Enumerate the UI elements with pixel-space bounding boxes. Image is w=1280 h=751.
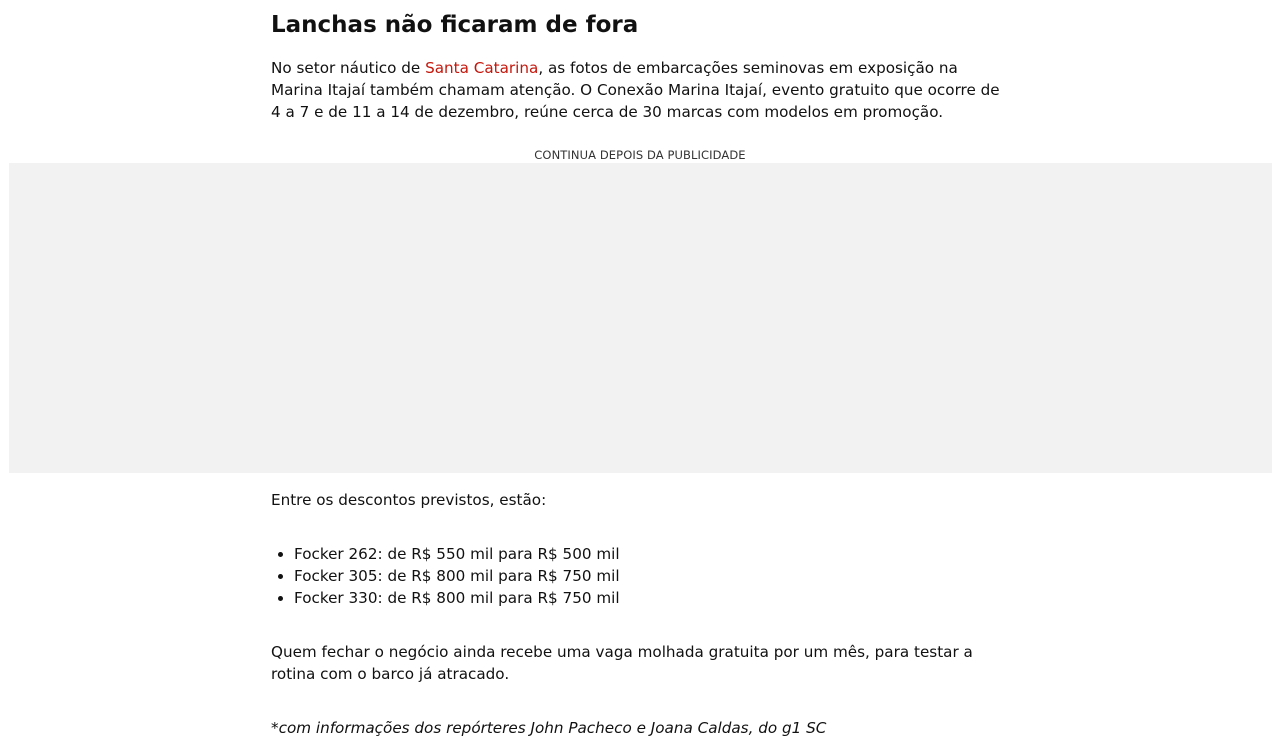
discounts-intro: Entre os descontos previstos, estão: bbox=[271, 491, 547, 509]
intro-text-before: No setor náutico de bbox=[271, 59, 426, 77]
list-item: • Focker 330: de R$ 800 mil para R$ 750 mil bbox=[294, 587, 1034, 609]
santa-catarina-link[interactable]: Santa Catarina bbox=[425, 59, 539, 77]
ad-slot bbox=[9, 163, 1272, 473]
list-item: • Focker 262: de R$ 550 mil para R$ 500 mil bbox=[294, 543, 1034, 565]
discount-list bbox=[271, 543, 1034, 609]
closing-paragraph: Quem fechar o negócio ainda recebe uma vaga molhada gratuita por um mês, para testar a rotina com o barco já atracado. bbox=[271, 643, 973, 683]
intro-paragraph bbox=[271, 57, 1011, 123]
intro-text-after: , as fotos de embarcações seminovas em exposição na Marina Itajaí também chamam atenção. O Conexão Marina Itajaí, evento gratuito que ocorre de 4 a 7 e de 11 a 14 de dezembro, reúne cerca de 30 marcas com modelos em promoção. bbox=[271, 59, 1000, 121]
credit-note: *com informações dos repórteres John Pacheco e Joana Caldas, do g1 SC bbox=[271, 719, 827, 737]
list-item: • Focker 305: de R$ 800 mil para R$ 750 mil bbox=[294, 565, 1034, 587]
section-heading: Lanchas não ficaram de fora bbox=[271, 12, 639, 38]
ad-label: CONTINUA DEPOIS DA PUBLICIDADE bbox=[534, 148, 746, 162]
